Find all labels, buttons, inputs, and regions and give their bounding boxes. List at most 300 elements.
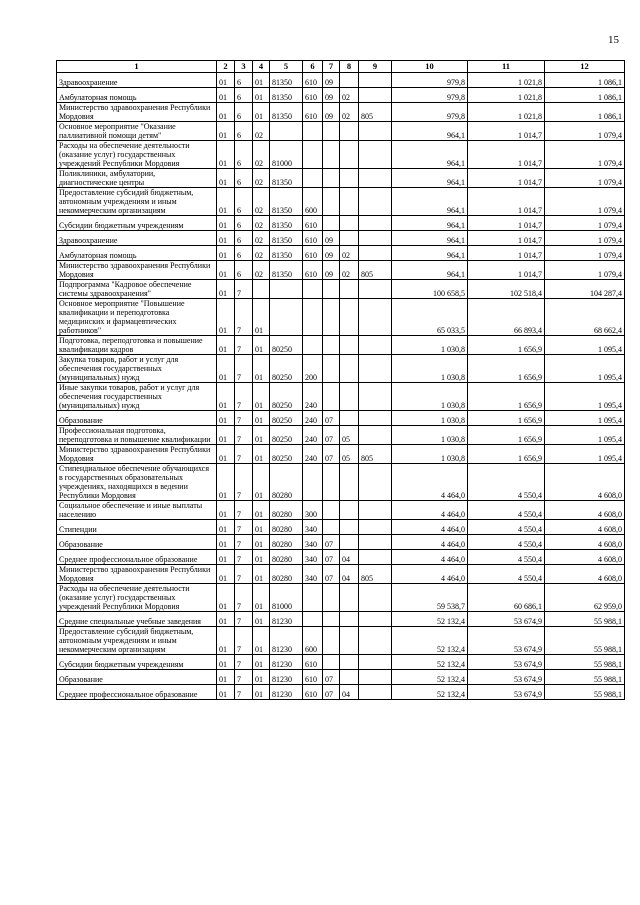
code-cell: 02 bbox=[253, 216, 270, 231]
code-cell bbox=[359, 383, 392, 411]
code-cell: 6 bbox=[235, 122, 253, 141]
sum-cell: 52 132,4 bbox=[392, 627, 468, 655]
code-cell: 7 bbox=[235, 383, 253, 411]
code-cell: 6 bbox=[235, 231, 253, 246]
code-cell: 09 bbox=[323, 231, 340, 246]
sum-cell: 4 608,0 bbox=[545, 520, 625, 535]
code-cell: 600 bbox=[303, 188, 323, 216]
code-cell: 80250 bbox=[270, 411, 303, 426]
code-cell: 610 bbox=[303, 655, 323, 670]
sum-cell: 964,1 bbox=[392, 141, 468, 169]
sum-cell: 4 608,0 bbox=[545, 565, 625, 584]
code-cell: 01 bbox=[217, 584, 235, 612]
code-cell: 81230 bbox=[270, 670, 303, 685]
sum-cell: 4 550,4 bbox=[468, 565, 545, 584]
code-cell bbox=[359, 584, 392, 612]
table-row bbox=[57, 627, 625, 655]
table-row bbox=[57, 355, 625, 383]
code-cell bbox=[359, 188, 392, 216]
code-cell bbox=[340, 336, 359, 355]
code-cell: 81350 bbox=[270, 103, 303, 122]
code-cell bbox=[323, 299, 340, 336]
code-cell: 6 bbox=[235, 216, 253, 231]
code-cell: 01 bbox=[253, 685, 270, 700]
sum-cell: 1 014,7 bbox=[468, 246, 545, 261]
table-row bbox=[57, 299, 625, 336]
sum-cell: 60 686,1 bbox=[468, 584, 545, 612]
code-cell: 01 bbox=[253, 535, 270, 550]
code-cell bbox=[359, 355, 392, 383]
row-name-cell: Расходы на обеспечение деятельности (оказание услуг) государственных учреждений Республики Мордовия bbox=[57, 141, 217, 169]
code-cell bbox=[270, 299, 303, 336]
sum-cell: 964,1 bbox=[392, 188, 468, 216]
code-cell: 02 bbox=[340, 88, 359, 103]
sum-cell: 68 662,4 bbox=[545, 299, 625, 336]
code-cell bbox=[340, 627, 359, 655]
code-cell: 300 bbox=[303, 501, 323, 520]
table-row bbox=[57, 445, 625, 464]
sum-cell: 62 959,0 bbox=[545, 584, 625, 612]
sum-cell: 1 014,7 bbox=[468, 188, 545, 216]
code-cell: 600 bbox=[303, 627, 323, 655]
sum-cell: 1 030,8 bbox=[392, 445, 468, 464]
sum-cell: 1 095,4 bbox=[545, 336, 625, 355]
code-cell: 610 bbox=[303, 88, 323, 103]
code-cell: 01 bbox=[253, 584, 270, 612]
row-name-cell: Здравоохранение bbox=[57, 231, 217, 246]
row-name-cell: Подготовка, переподготовка и повышение квалификации кадров bbox=[57, 336, 217, 355]
code-cell bbox=[270, 122, 303, 141]
sum-cell: 4 550,4 bbox=[468, 501, 545, 520]
code-cell: 81350 bbox=[270, 188, 303, 216]
code-cell bbox=[303, 169, 323, 188]
table-body bbox=[57, 73, 625, 700]
code-cell bbox=[359, 122, 392, 141]
code-cell: 7 bbox=[235, 685, 253, 700]
table-row bbox=[57, 122, 625, 141]
table-row bbox=[57, 464, 625, 501]
code-cell: 02 bbox=[340, 261, 359, 280]
code-cell bbox=[359, 520, 392, 535]
row-name-cell: Закупка товаров, работ и услуг для обеспечения государственных (муниципальных) нужд bbox=[57, 355, 217, 383]
sum-cell: 1 086,1 bbox=[545, 73, 625, 88]
sum-cell: 52 132,4 bbox=[392, 655, 468, 670]
row-name-cell: Иные закупки товаров, работ и услуг для обеспечения государственных (муниципальных) нужд bbox=[57, 383, 217, 411]
code-cell: 01 bbox=[217, 501, 235, 520]
code-cell bbox=[359, 464, 392, 501]
sum-cell: 53 674,9 bbox=[468, 612, 545, 627]
code-cell: 80280 bbox=[270, 501, 303, 520]
row-name-cell: Министерство здравоохранения Республики Мордовия bbox=[57, 261, 217, 280]
sum-cell: 979,8 bbox=[392, 103, 468, 122]
sum-cell: 4 464,0 bbox=[392, 535, 468, 550]
row-name-cell: Образование bbox=[57, 411, 217, 426]
code-cell: 04 bbox=[340, 565, 359, 584]
code-cell: 07 bbox=[323, 670, 340, 685]
code-cell: 610 bbox=[303, 246, 323, 261]
code-cell: 7 bbox=[235, 355, 253, 383]
code-cell bbox=[359, 627, 392, 655]
code-cell bbox=[359, 685, 392, 700]
code-cell: 01 bbox=[217, 426, 235, 445]
row-name-cell: Поликлиники, амбулатории, диагностические центры bbox=[57, 169, 217, 188]
code-cell: 07 bbox=[323, 426, 340, 445]
code-cell: 01 bbox=[217, 383, 235, 411]
row-name-cell: Социальное обеспечение и иные выплаты населению bbox=[57, 501, 217, 520]
code-cell: 07 bbox=[323, 565, 340, 584]
sum-cell: 1 030,8 bbox=[392, 426, 468, 445]
header-cell: 3 bbox=[235, 61, 253, 73]
header-cell: 10 bbox=[392, 61, 468, 73]
code-cell: 01 bbox=[217, 535, 235, 550]
sum-cell: 4 464,0 bbox=[392, 550, 468, 565]
code-cell: 07 bbox=[323, 685, 340, 700]
row-name-cell: Субсидии бюджетным учреждениям bbox=[57, 216, 217, 231]
code-cell bbox=[323, 188, 340, 216]
row-name-cell: Предоставление субсидий бюджетным, автономным учреждениям и иным некоммерческим организациям bbox=[57, 188, 217, 216]
sum-cell: 964,1 bbox=[392, 216, 468, 231]
code-cell: 01 bbox=[217, 550, 235, 565]
code-cell: 240 bbox=[303, 445, 323, 464]
code-cell: 01 bbox=[253, 355, 270, 383]
code-cell bbox=[340, 655, 359, 670]
code-cell bbox=[323, 216, 340, 231]
code-cell: 01 bbox=[217, 231, 235, 246]
code-cell: 09 bbox=[323, 73, 340, 88]
sum-cell: 964,1 bbox=[392, 246, 468, 261]
sum-cell: 100 658,5 bbox=[392, 280, 468, 299]
code-cell bbox=[303, 280, 323, 299]
code-cell: 05 bbox=[340, 426, 359, 445]
code-cell bbox=[303, 299, 323, 336]
code-cell bbox=[323, 355, 340, 383]
code-cell bbox=[340, 122, 359, 141]
code-cell: 04 bbox=[340, 685, 359, 700]
row-name-cell: Стипендиальное обеспечение обучающихся в государственных образовательных учреждениях, находящихся в ведении Республики Мордовия bbox=[57, 464, 217, 501]
code-cell: 01 bbox=[217, 141, 235, 169]
code-cell: 610 bbox=[303, 685, 323, 700]
sum-cell: 1 086,1 bbox=[545, 103, 625, 122]
code-cell: 610 bbox=[303, 261, 323, 280]
sum-cell: 979,8 bbox=[392, 73, 468, 88]
code-cell bbox=[359, 231, 392, 246]
code-cell: 200 bbox=[303, 355, 323, 383]
code-cell bbox=[323, 464, 340, 501]
sum-cell: 52 132,4 bbox=[392, 670, 468, 685]
table-row bbox=[57, 383, 625, 411]
code-cell: 01 bbox=[217, 520, 235, 535]
code-cell: 81350 bbox=[270, 216, 303, 231]
code-cell: 6 bbox=[235, 169, 253, 188]
code-cell: 02 bbox=[253, 188, 270, 216]
sum-cell: 4 550,4 bbox=[468, 535, 545, 550]
sum-cell: 1 656,9 bbox=[468, 355, 545, 383]
code-cell bbox=[340, 501, 359, 520]
code-cell bbox=[323, 584, 340, 612]
sum-cell: 1 079,4 bbox=[545, 122, 625, 141]
sum-cell: 52 132,4 bbox=[392, 685, 468, 700]
code-cell: 340 bbox=[303, 565, 323, 584]
code-cell: 01 bbox=[253, 655, 270, 670]
code-cell: 01 bbox=[217, 355, 235, 383]
code-cell: 09 bbox=[323, 246, 340, 261]
sum-cell: 102 518,4 bbox=[468, 280, 545, 299]
table-row bbox=[57, 216, 625, 231]
code-cell: 6 bbox=[235, 261, 253, 280]
sum-cell: 1 021,8 bbox=[468, 103, 545, 122]
code-cell: 340 bbox=[303, 520, 323, 535]
row-name-cell: Министерство здравоохранения Республики Мордовия bbox=[57, 565, 217, 584]
table-row bbox=[57, 655, 625, 670]
row-name-cell: Образование bbox=[57, 535, 217, 550]
table-row bbox=[57, 188, 625, 216]
code-cell bbox=[340, 355, 359, 383]
code-cell bbox=[340, 280, 359, 299]
code-cell bbox=[323, 336, 340, 355]
code-cell: 610 bbox=[303, 670, 323, 685]
sum-cell: 1 656,9 bbox=[468, 426, 545, 445]
code-cell: 01 bbox=[253, 103, 270, 122]
code-cell bbox=[359, 73, 392, 88]
code-cell bbox=[359, 246, 392, 261]
row-name-cell: Образование bbox=[57, 670, 217, 685]
code-cell: 6 bbox=[235, 88, 253, 103]
code-cell bbox=[359, 299, 392, 336]
code-cell: 09 bbox=[323, 103, 340, 122]
code-cell bbox=[359, 550, 392, 565]
code-cell bbox=[359, 670, 392, 685]
code-cell: 80250 bbox=[270, 426, 303, 445]
code-cell bbox=[340, 520, 359, 535]
table-row bbox=[57, 426, 625, 445]
sum-cell: 4 550,4 bbox=[468, 520, 545, 535]
code-cell bbox=[323, 280, 340, 299]
code-cell: 01 bbox=[217, 122, 235, 141]
row-name-cell: Здравоохранение bbox=[57, 73, 217, 88]
code-cell: 7 bbox=[235, 445, 253, 464]
code-cell: 02 bbox=[253, 122, 270, 141]
code-cell: 07 bbox=[323, 550, 340, 565]
code-cell bbox=[340, 169, 359, 188]
sum-cell: 1 014,7 bbox=[468, 169, 545, 188]
sum-cell: 1 656,9 bbox=[468, 411, 545, 426]
code-cell: 07 bbox=[323, 445, 340, 464]
code-cell: 81230 bbox=[270, 612, 303, 627]
code-cell: 01 bbox=[217, 261, 235, 280]
code-cell: 01 bbox=[217, 670, 235, 685]
sum-cell: 4 608,0 bbox=[545, 501, 625, 520]
code-cell bbox=[340, 411, 359, 426]
code-cell: 81350 bbox=[270, 73, 303, 88]
code-cell: 01 bbox=[253, 445, 270, 464]
table-row bbox=[57, 501, 625, 520]
code-cell: 7 bbox=[235, 670, 253, 685]
table-row bbox=[57, 246, 625, 261]
code-cell: 240 bbox=[303, 426, 323, 445]
code-cell: 01 bbox=[217, 336, 235, 355]
code-cell bbox=[270, 280, 303, 299]
code-cell: 01 bbox=[217, 188, 235, 216]
code-cell bbox=[340, 464, 359, 501]
code-cell: 610 bbox=[303, 231, 323, 246]
table-row bbox=[57, 169, 625, 188]
code-cell: 02 bbox=[253, 169, 270, 188]
sum-cell: 1 030,8 bbox=[392, 383, 468, 411]
code-cell: 7 bbox=[235, 411, 253, 426]
code-cell: 01 bbox=[217, 246, 235, 261]
sum-cell: 1 095,4 bbox=[545, 445, 625, 464]
sum-cell: 4 464,0 bbox=[392, 464, 468, 501]
sum-cell: 1 656,9 bbox=[468, 383, 545, 411]
code-cell: 01 bbox=[253, 464, 270, 501]
code-cell bbox=[323, 169, 340, 188]
sum-cell: 964,1 bbox=[392, 169, 468, 188]
code-cell bbox=[340, 231, 359, 246]
sum-cell: 1 014,7 bbox=[468, 216, 545, 231]
code-cell: 01 bbox=[217, 216, 235, 231]
code-cell: 01 bbox=[253, 336, 270, 355]
row-name-cell: Основное мероприятие "Оказание паллиативной помощи детям" bbox=[57, 122, 217, 141]
table-row bbox=[57, 261, 625, 280]
code-cell bbox=[323, 122, 340, 141]
table-row bbox=[57, 565, 625, 584]
code-cell: 07 bbox=[323, 535, 340, 550]
code-cell: 7 bbox=[235, 655, 253, 670]
sum-cell: 1 095,4 bbox=[545, 383, 625, 411]
code-cell: 340 bbox=[303, 535, 323, 550]
code-cell: 81000 bbox=[270, 584, 303, 612]
code-cell bbox=[303, 141, 323, 169]
sum-cell: 1 030,8 bbox=[392, 336, 468, 355]
code-cell: 01 bbox=[253, 411, 270, 426]
table-row bbox=[57, 73, 625, 88]
header-cell: 11 bbox=[468, 61, 545, 73]
header-cell: 8 bbox=[340, 61, 359, 73]
code-cell bbox=[303, 122, 323, 141]
row-name-cell: Стипендии bbox=[57, 520, 217, 535]
code-cell: 7 bbox=[235, 299, 253, 336]
code-cell: 240 bbox=[303, 383, 323, 411]
code-cell: 7 bbox=[235, 464, 253, 501]
code-cell: 7 bbox=[235, 520, 253, 535]
sum-cell: 1 079,4 bbox=[545, 141, 625, 169]
sum-cell: 1 014,7 bbox=[468, 122, 545, 141]
row-name-cell: Амбулаторная помощь bbox=[57, 88, 217, 103]
sum-cell: 53 674,9 bbox=[468, 627, 545, 655]
code-cell: 01 bbox=[217, 73, 235, 88]
code-cell: 01 bbox=[217, 655, 235, 670]
code-cell: 80250 bbox=[270, 336, 303, 355]
sum-cell: 53 674,9 bbox=[468, 685, 545, 700]
code-cell: 05 bbox=[340, 445, 359, 464]
sum-cell: 53 674,9 bbox=[468, 670, 545, 685]
code-cell: 02 bbox=[340, 103, 359, 122]
code-cell: 6 bbox=[235, 188, 253, 216]
code-cell: 340 bbox=[303, 550, 323, 565]
sum-cell: 4 608,0 bbox=[545, 550, 625, 565]
sum-cell: 4 464,0 bbox=[392, 565, 468, 584]
code-cell bbox=[323, 627, 340, 655]
row-name-cell: Предоставление субсидий бюджетным, автономным учреждениям и иным некоммерческим организациям bbox=[57, 627, 217, 655]
header-cell: 9 bbox=[359, 61, 392, 73]
code-cell: 610 bbox=[303, 216, 323, 231]
code-cell: 01 bbox=[217, 464, 235, 501]
table-row bbox=[57, 231, 625, 246]
code-cell bbox=[359, 141, 392, 169]
sum-cell: 1 656,9 bbox=[468, 336, 545, 355]
code-cell bbox=[323, 655, 340, 670]
sum-cell: 964,1 bbox=[392, 261, 468, 280]
code-cell bbox=[323, 383, 340, 411]
sum-cell: 1 030,8 bbox=[392, 355, 468, 383]
code-cell: 04 bbox=[340, 550, 359, 565]
code-cell bbox=[359, 612, 392, 627]
sum-cell: 66 893,4 bbox=[468, 299, 545, 336]
code-cell: 01 bbox=[217, 280, 235, 299]
code-cell bbox=[323, 141, 340, 169]
code-cell bbox=[323, 520, 340, 535]
table-row bbox=[57, 336, 625, 355]
sum-cell: 1 656,9 bbox=[468, 445, 545, 464]
sum-cell: 1 095,4 bbox=[545, 355, 625, 383]
code-cell: 01 bbox=[253, 299, 270, 336]
code-cell bbox=[253, 280, 270, 299]
code-cell bbox=[359, 169, 392, 188]
code-cell: 01 bbox=[253, 520, 270, 535]
sum-cell: 964,1 bbox=[392, 122, 468, 141]
code-cell: 805 bbox=[359, 445, 392, 464]
code-cell bbox=[340, 612, 359, 627]
header-cell: 7 bbox=[323, 61, 340, 73]
sum-cell: 55 988,1 bbox=[545, 685, 625, 700]
sum-cell: 1 014,7 bbox=[468, 231, 545, 246]
code-cell: 81230 bbox=[270, 627, 303, 655]
code-cell: 7 bbox=[235, 550, 253, 565]
code-cell: 81000 bbox=[270, 141, 303, 169]
table-row bbox=[57, 584, 625, 612]
sum-cell: 4 464,0 bbox=[392, 501, 468, 520]
table-header-row bbox=[57, 61, 625, 73]
code-cell: 7 bbox=[235, 280, 253, 299]
row-name-cell: Амбулаторная помощь bbox=[57, 246, 217, 261]
code-cell: 01 bbox=[217, 445, 235, 464]
sum-cell: 964,1 bbox=[392, 231, 468, 246]
code-cell: 01 bbox=[253, 88, 270, 103]
code-cell: 80250 bbox=[270, 445, 303, 464]
code-cell: 01 bbox=[253, 670, 270, 685]
sum-cell: 1 079,4 bbox=[545, 261, 625, 280]
table-row bbox=[57, 535, 625, 550]
row-name-cell: Подпрограмма "Кадровое обеспечение системы здравоохранения" bbox=[57, 280, 217, 299]
sum-cell: 55 988,1 bbox=[545, 627, 625, 655]
row-name-cell: Основное мероприятие "Повышение квалификации и переподготовка медицинских и фармацевтических работников" bbox=[57, 299, 217, 336]
code-cell: 7 bbox=[235, 426, 253, 445]
code-cell: 80280 bbox=[270, 520, 303, 535]
code-cell: 01 bbox=[217, 411, 235, 426]
sum-cell: 1 086,1 bbox=[545, 88, 625, 103]
sum-cell: 4 550,4 bbox=[468, 550, 545, 565]
code-cell bbox=[340, 73, 359, 88]
code-cell bbox=[359, 426, 392, 445]
code-cell bbox=[359, 655, 392, 670]
sum-cell: 1 079,4 bbox=[545, 188, 625, 216]
header-cell: 6 bbox=[303, 61, 323, 73]
code-cell: 09 bbox=[323, 261, 340, 280]
code-cell: 01 bbox=[217, 169, 235, 188]
code-cell bbox=[340, 535, 359, 550]
code-cell bbox=[340, 670, 359, 685]
code-cell: 6 bbox=[235, 141, 253, 169]
